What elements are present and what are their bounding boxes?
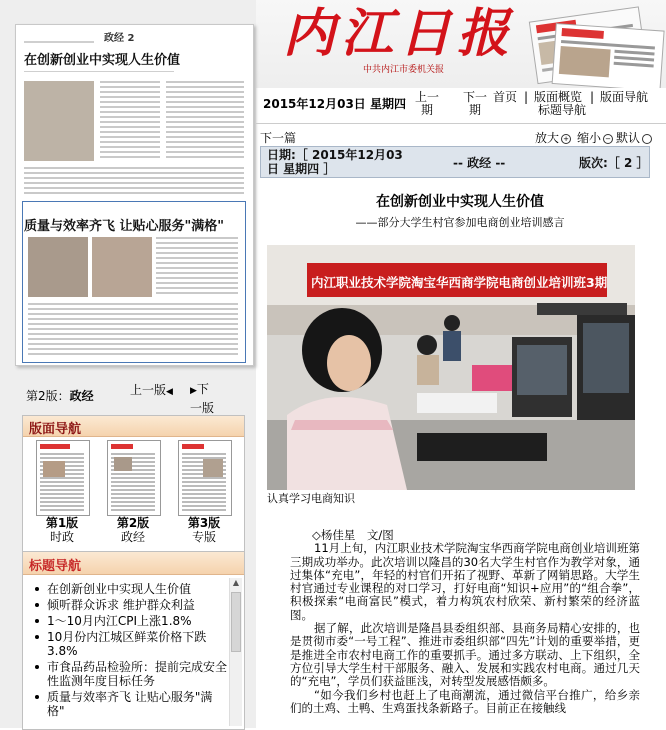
newspaper-stack-image <box>515 0 666 88</box>
page-thumbnail-1[interactable] <box>36 440 90 516</box>
preview-text-block <box>100 81 160 161</box>
info-date: 日期:［ 2015年12月03日 星期四 ］ <box>267 148 403 176</box>
zoom-default-label: 默认 <box>616 131 641 145</box>
page-thumbnail-label-3[interactable]: 第3版 专版 <box>187 516 221 544</box>
article-paragraph: “如今我们乡村也赶上了电商潮流，通过微信平台推广，给乡亲们的土鸡、土鸭、生鸡蛋找条新路子。目前正在接触线 <box>290 687 640 715</box>
title-nav-header <box>23 552 244 575</box>
prev-page-link[interactable] <box>130 381 173 398</box>
title-list-item[interactable]: 在创新创业中实现人生价值 <box>31 582 227 596</box>
current-page-prefix: 第2版： <box>26 389 70 403</box>
title-list-item[interactable]: 10月份内江城区鲜菜价格下跌3.8% <box>31 630 227 658</box>
scrollbar-thumb[interactable] <box>231 592 241 652</box>
layout-navigation-panel <box>22 415 245 552</box>
title-list-item[interactable]: 市食品药品检验所：提前完成安全性监测年度目标任务 <box>31 660 227 688</box>
nav-title-navigation[interactable]: 标题导航 <box>538 103 587 117</box>
plus-circle-icon: + <box>561 134 571 144</box>
preview-photo <box>28 237 88 297</box>
preview-text-block <box>156 237 238 297</box>
zoom-in-label: 放大 <box>535 131 560 145</box>
zoom-default-button[interactable] <box>616 129 652 146</box>
page-thumbnail-label-2[interactable]: 第2版 政经 <box>116 516 150 544</box>
preview-rule <box>24 71 174 72</box>
triangle-right-icon: ▶ <box>190 386 197 396</box>
article-title: 在创新创业中实现人生价值 <box>376 194 544 210</box>
zoom-out-button[interactable] <box>577 129 613 146</box>
nav-home[interactable]: 首页 <box>493 90 518 104</box>
preview-page-label: 政经 2 <box>104 33 135 44</box>
left-sidebar <box>0 0 256 728</box>
preview-photo <box>92 237 152 297</box>
article-byline: ◇杨佳星 文/图 <box>312 528 394 542</box>
photo-caption: 认真学习电商知识 <box>267 492 355 505</box>
current-page-indicator <box>26 387 94 404</box>
preview-headline-2: 质量与效率齐飞 让贴心服务"满格" <box>24 219 225 234</box>
nav-divider-glyph: | <box>590 90 595 104</box>
photo-banner-text: 内江职业技术学院淘宝华西商学院电商创业培训班3期 <box>311 275 608 290</box>
prev-article-link[interactable]: 下一篇 <box>260 131 297 145</box>
info-section: -- 政经 -- <box>453 156 506 170</box>
page-preview-image[interactable] <box>15 24 254 366</box>
info-page: 版次:［ 2 ］ <box>579 156 649 170</box>
title-list-item[interactable]: 1～10月内江CPI上涨1.8% <box>31 614 227 628</box>
preview-rule <box>24 41 94 43</box>
prev-page-label: 上一版 <box>130 383 167 397</box>
article-info-bar <box>260 146 650 178</box>
minus-circle-icon: − <box>603 134 613 144</box>
preview-text-block <box>28 303 238 355</box>
zoom-out-label: 缩小 <box>577 131 602 145</box>
scroll-up-icon[interactable]: ▲ <box>232 578 240 587</box>
circle-icon <box>642 134 652 144</box>
article-body <box>290 529 640 715</box>
nav-prev-issue[interactable]: 上一期 <box>414 90 439 117</box>
page-thumbnail-3[interactable] <box>178 440 232 516</box>
masthead-title: 内江日报 <box>283 3 516 64</box>
article-paragraph: 据了解，此次培训是隆昌县委组织部、县商务局精心安排的，也是贯彻市委“一号工程”、推进市委组织部“四先”计划的重要举措，更是推进全市农村电商工作的重要抓手。通过多方联动、上下组织，全方位引导大学生村干部服务、融入、发展和实践农村电商。通过几天的“充电”，学员们获益匪浅，对转型发展感悟颇多。 <box>290 621 640 689</box>
current-page-name: 政经 <box>69 389 94 403</box>
title-nav-title: 标题导航 <box>29 559 82 574</box>
nav-divider <box>256 123 666 124</box>
title-navigation-panel <box>22 551 245 730</box>
article-photo <box>267 245 635 490</box>
title-list-item[interactable]: 倾听群众诉求 维护群众利益 <box>31 598 227 612</box>
triangle-left-icon: ◀ <box>166 387 173 397</box>
zoom-in-button[interactable] <box>535 129 571 146</box>
layout-nav-title: 版面导航 <box>29 422 82 437</box>
preview-headline-1: 在创新创业中实现人生价值 <box>24 53 181 68</box>
page-thumbnail-2[interactable] <box>107 440 161 516</box>
nav-layout-navigation[interactable]: 版面导航 <box>600 90 649 104</box>
title-list-scrollbar[interactable] <box>229 578 242 726</box>
issue-date: 2015年12月03日 星期四 <box>263 97 406 111</box>
preview-photo <box>24 81 94 161</box>
masthead-logo[interactable] <box>283 2 516 75</box>
nav-layout-overview[interactable]: 版面概览 <box>534 90 583 104</box>
article-paragraph: 11月上旬，内江职业技术学院淘宝华西商学院电商创业培训班第三期成功举办。此次培训以隆昌的30名大学生村官作为教学对象，通过集体“充电”，年轻的村官们开拓了视野、革新了网销思路。大学生村官通过专业课程的对口学习，打好电商“知识+应用”的“组合拳”，积极探索“电商富民”模式，着力构筑农村欣荣、新村繁荣的经济蓝图。 <box>290 541 640 622</box>
title-list-item[interactable]: 质量与效率齐飞 让贴心服务"满格" <box>31 690 227 718</box>
next-page-link[interactable] <box>190 381 220 417</box>
page-thumbnail-label-1[interactable]: 第1版 时政 <box>45 516 79 544</box>
masthead-subtitle: 中共内江市委机关报 <box>363 65 445 75</box>
next-page-label: 下一版 <box>190 382 215 415</box>
preview-text-block <box>166 81 244 161</box>
preview-text-block <box>24 167 244 197</box>
nav-layout-overview: | <box>524 90 529 104</box>
layout-nav-header <box>23 416 244 437</box>
article-subtitle: ——部分大学生村官参加电商创业培训感言 <box>355 216 565 229</box>
nav-next-issue[interactable]: 下一期 <box>462 90 487 117</box>
title-list <box>31 582 227 720</box>
